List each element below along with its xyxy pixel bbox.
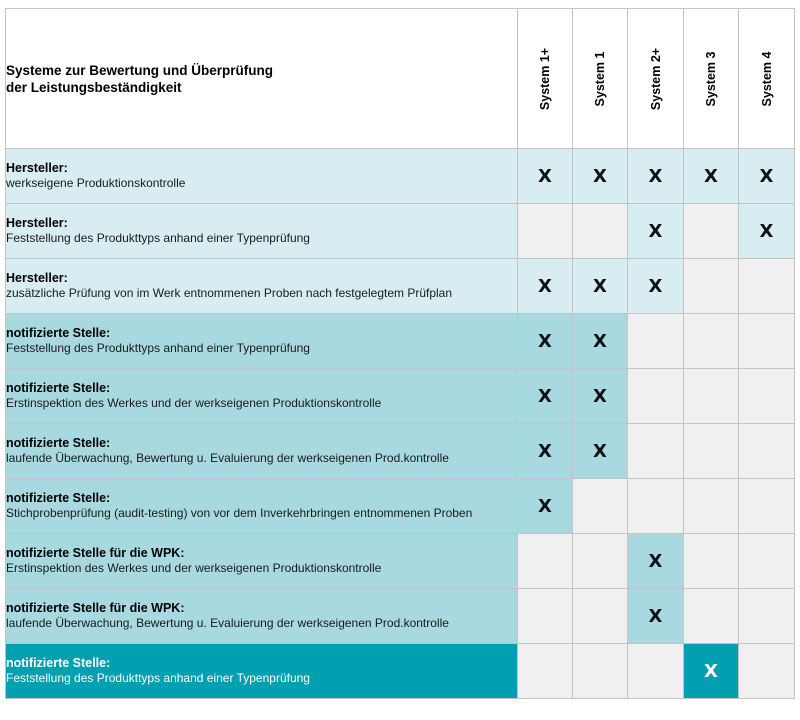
matrix-cell: [739, 204, 795, 259]
matrix-cell: [518, 149, 573, 204]
matrix-cell: [573, 644, 628, 699]
check-mark: X: [538, 440, 552, 462]
row-title: Hersteller:: [6, 271, 68, 285]
matrix-cell: [739, 534, 795, 589]
matrix-cell: [628, 259, 684, 314]
row-description: Feststellung des Produkttyps anhand einer Typenprüfung: [6, 231, 310, 245]
column-header-system-1: [573, 9, 628, 149]
row-label: [6, 314, 518, 369]
table-title-line2: der Leistungsbeständigkeit: [6, 79, 182, 95]
matrix-cell: [684, 369, 739, 424]
row-title: notifizierte Stelle:: [6, 491, 111, 505]
matrix-cell: [628, 479, 684, 534]
matrix-cell: [628, 589, 684, 644]
matrix-cell: [573, 424, 628, 479]
matrix-cell: [518, 369, 573, 424]
matrix-cell: [628, 314, 684, 369]
column-header-system-3: [684, 9, 739, 149]
system-label: System 2+: [648, 47, 663, 110]
systems-matrix-table: [5, 8, 795, 699]
row-description: Feststellung des Produkttyps anhand einer Typenprüfung: [6, 341, 310, 355]
table-row: [6, 314, 795, 369]
row-description: laufende Überwachung, Bewertung u. Evaluierung der werkseigenen Prod.kontrolle: [6, 451, 449, 465]
table-row: [6, 589, 795, 644]
matrix-cell: [684, 589, 739, 644]
check-mark: X: [648, 165, 663, 187]
matrix-cell: [739, 589, 795, 644]
table-row: [6, 479, 795, 534]
matrix-cell: [573, 369, 628, 424]
row-label: [6, 479, 518, 534]
check-mark: X: [593, 385, 607, 407]
matrix-cell: [684, 259, 739, 314]
matrix-cell: [573, 149, 628, 204]
matrix-cell: [573, 479, 628, 534]
row-description: laufende Überwachung, Bewertung u. Evaluierung der werkseigenen Prod.kontrolle: [6, 616, 449, 630]
matrix-cell: [518, 479, 573, 534]
check-mark: X: [648, 605, 663, 627]
table-row: [6, 149, 795, 204]
matrix-cell: [518, 259, 573, 314]
check-mark: X: [538, 385, 552, 407]
check-mark: X: [648, 220, 663, 242]
matrix-cell: [739, 314, 795, 369]
table-row: [6, 259, 795, 314]
row-label: [6, 259, 518, 314]
matrix-cell: [628, 424, 684, 479]
matrix-cell: [684, 534, 739, 589]
matrix-cell: [684, 204, 739, 259]
header-row: [6, 9, 795, 149]
check-mark: X: [759, 165, 774, 187]
row-description: Stichprobenprüfung (audit-testing) von vor dem Inverkehrbringen entnommenen Proben: [6, 506, 473, 520]
row-label: [6, 589, 518, 644]
matrix-cell: [628, 534, 684, 589]
check-mark: X: [593, 440, 607, 462]
table-row: [6, 204, 795, 259]
table-row: [6, 369, 795, 424]
row-description: Feststellung des Produkttyps anhand einer Typenprüfung: [6, 671, 310, 685]
matrix-cell: [573, 204, 628, 259]
check-mark: X: [648, 550, 663, 572]
check-mark: X: [704, 660, 718, 682]
check-mark: X: [759, 220, 774, 242]
matrix-cell: [684, 644, 739, 699]
row-title: notifizierte Stelle:: [6, 326, 111, 340]
check-mark: X: [538, 330, 552, 352]
check-mark: X: [593, 330, 607, 352]
row-label: [6, 534, 518, 589]
matrix-cell: [684, 314, 739, 369]
row-title: notifizierte Stelle:: [6, 436, 111, 450]
row-description: Erstinspektion des Werkes und der werkseigenen Produktionskontrolle: [6, 561, 382, 575]
matrix-cell: [739, 644, 795, 699]
matrix-cell: [684, 479, 739, 534]
matrix-cell: [518, 424, 573, 479]
row-label: [6, 424, 518, 479]
system-label: System 3: [704, 51, 718, 106]
check-mark: X: [704, 165, 718, 187]
matrix-cell: [684, 149, 739, 204]
matrix-cell: [628, 644, 684, 699]
matrix-cell: [628, 204, 684, 259]
column-header-system-4: [739, 9, 795, 149]
row-description: Erstinspektion des Werkes und der werkseigenen Produktionskontrolle: [6, 396, 382, 410]
check-mark: X: [538, 165, 552, 187]
check-mark: X: [593, 165, 607, 187]
system-label: System 1: [593, 51, 607, 106]
row-label: [6, 149, 518, 204]
matrix-cell: [518, 534, 573, 589]
matrix-cell: [518, 589, 573, 644]
matrix-cell: [739, 259, 795, 314]
row-label: [6, 204, 518, 259]
table-title: [6, 9, 518, 149]
matrix-cell: [518, 314, 573, 369]
row-title: notifizierte Stelle für die WPK:: [6, 601, 185, 615]
check-mark: X: [538, 275, 552, 297]
matrix-cell: [739, 424, 795, 479]
row-title: Hersteller:: [6, 161, 68, 175]
column-header-system-2plus: [628, 9, 684, 149]
row-label: [6, 644, 518, 699]
row-description: werkseigene Produktionskontrolle: [6, 176, 186, 190]
row-title: notifizierte Stelle:: [6, 381, 111, 395]
row-label: [6, 369, 518, 424]
matrix-cell: [684, 424, 739, 479]
system-label: System 1+: [538, 47, 552, 110]
system-label: System 4: [759, 51, 774, 106]
table-title-line1: Systeme zur Bewertung und Überprüfung: [6, 62, 274, 78]
column-header-system-1plus: [518, 9, 573, 149]
table-row: [6, 534, 795, 589]
row-title: Hersteller:: [6, 216, 68, 230]
matrix-cell: [739, 479, 795, 534]
row-description: zusätzliche Prüfung von im Werk entnommenen Proben nach festgelegtem Prüfplan: [6, 286, 453, 300]
check-mark: X: [538, 495, 552, 517]
matrix-cell: [628, 369, 684, 424]
matrix-cell: [739, 369, 795, 424]
table-row: [6, 644, 795, 699]
matrix-cell: [573, 589, 628, 644]
matrix-cell: [573, 534, 628, 589]
matrix-cell: [573, 259, 628, 314]
matrix-cell: [628, 149, 684, 204]
matrix-cell: [739, 149, 795, 204]
matrix-cell: [518, 204, 573, 259]
matrix-cell: [518, 644, 573, 699]
check-mark: X: [648, 275, 663, 297]
matrix-cell: [573, 314, 628, 369]
row-title: notifizierte Stelle:: [6, 656, 111, 670]
row-title: notifizierte Stelle für die WPK:: [6, 546, 185, 560]
check-mark: X: [593, 275, 607, 297]
table-row: [6, 424, 795, 479]
